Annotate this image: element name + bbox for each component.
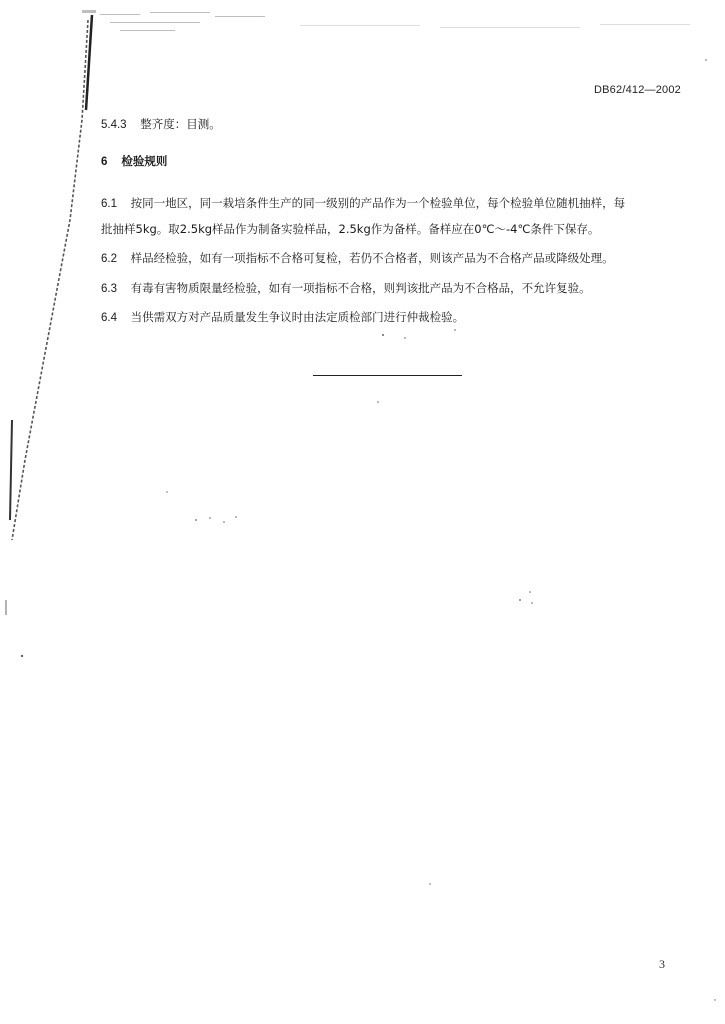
clause-number: 6.2 — [101, 253, 117, 265]
clause-6-1 — [101, 195, 625, 212]
section-number: 6 — [101, 156, 108, 168]
clause-6-3 — [101, 280, 591, 297]
clause-6-4 — [101, 309, 464, 326]
clause-number: 5.4.3 — [101, 119, 127, 131]
clause-number: 6.1 — [101, 198, 117, 210]
clause-number: 6.4 — [101, 312, 117, 324]
section-title: 检验规则 — [121, 154, 168, 168]
clause-text: 整齐度：目测。 — [140, 117, 221, 131]
clause-5-4-3 — [101, 116, 221, 133]
end-rule — [313, 375, 462, 376]
clause-text: 当供需双方对产品质量发生争议时由法定质检部门进行仲裁检验。 — [130, 310, 465, 324]
clause-text: 样品经检验，如有一项指标不合格可复检，若仍不合格者，则该产品为不合格产品或降级处理。 — [130, 251, 614, 265]
clause-6-1-continued — [101, 221, 599, 237]
clause-number: 6.3 — [101, 283, 117, 295]
clause-text: 按同一地区，同一栽培条件生产的同一级别的产品作为一个检验单位，每个检验单位随机抽样，每 — [130, 196, 626, 210]
clause-6-2 — [101, 250, 614, 267]
clause-text: 批抽样5kg。取2.5kg样品作为制备实验样品，2.5kg作为备样。备样应在0℃～-4℃条件下保存。 — [101, 222, 600, 236]
document-code: DB62/412—2002 — [594, 84, 681, 96]
section-6-heading — [101, 153, 167, 170]
clause-text: 有毒有害物质限量经检验，如有一项指标不合格，则判该批产品为不合格品，不允许复验。 — [130, 281, 591, 295]
page-number: 3 — [659, 957, 665, 971]
